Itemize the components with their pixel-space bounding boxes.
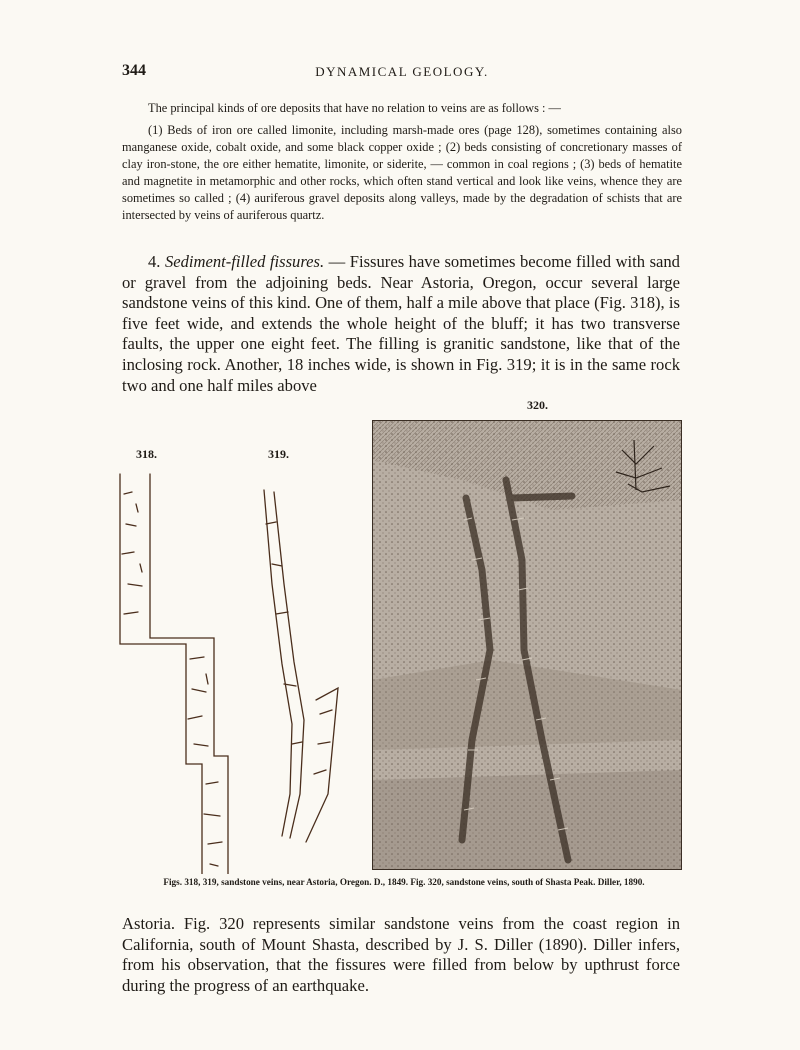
lower-rock-band	[372, 770, 682, 870]
figure-caption: Figs. 318, 319, sandstone veins, near Astoria, Oregon. D., 1849. Fig. 320, sandstone veins, south of Shasta Peak. Diller, 1890.	[163, 877, 645, 887]
figure-318-vein	[120, 474, 228, 874]
figure-319-label: 319.	[268, 447, 289, 461]
page-header	[122, 62, 682, 84]
figure-320-engraving	[372, 420, 682, 870]
running-title: DYNAMICAL GEOLOGY.	[315, 64, 489, 79]
figure-319-vein	[264, 490, 338, 842]
ore-deposits-lead: The principal kinds of ore deposits that have no relation to veins are as follows : —	[148, 101, 561, 115]
section-paragraph	[122, 252, 680, 396]
page-number: 344	[122, 62, 146, 79]
continuation-paragraph: Astoria. Fig. 320 represents similar sandstone veins from the coast region in California, south of Mount Shasta, described by J. S. Diller (1890). Diller infers, from his observation, that the fissures were filled from below by upthrust force during the progress of an earthquake.	[122, 914, 680, 995]
section-heading: Sediment-filled fissures.	[164, 252, 325, 271]
figure-318-label: 318.	[136, 447, 157, 461]
ore-deposits-list: (1) Beds of iron ore called limonite, including marsh-made ores (page 128), sometimes containing also manganese oxide, cobalt oxide, and some black copper oxide ; (2) beds consisting of concretionary masses of clay iron-stone, the ore either hematite, limonite, or siderite, — common in coal regions ; (3) beds of hematite and magnetite in metamorphic and other rocks, which often stand vertical and look like veins, whence they are sometimes so called ; (4) auriferous gravel deposits along valleys, made by the degradation of schists that are intersected by veins of auriferous quartz.	[122, 123, 682, 222]
section-number: 4.	[148, 252, 161, 271]
figure-318-319-sketch	[106, 464, 362, 874]
section-body: — Fissures have sometimes become filled with sand or gravel from the adjoining beds. Near Astoria, Oregon, occur several large sandstone veins of this kind. One of them, half a mile above that place (Fig. 318), is five feet wide, and extends the whole height of the bluff; it has two transverse faults, the upper one eight feet. The filling is granitic sandstone, like that of the inclosing rock. Another, 18 inches wide, is shown in Fig. 319; it is in the same rock two and one half miles above	[122, 252, 680, 395]
figure-320-label: 320.	[527, 398, 548, 412]
sandstone-vein-branch	[512, 496, 572, 498]
